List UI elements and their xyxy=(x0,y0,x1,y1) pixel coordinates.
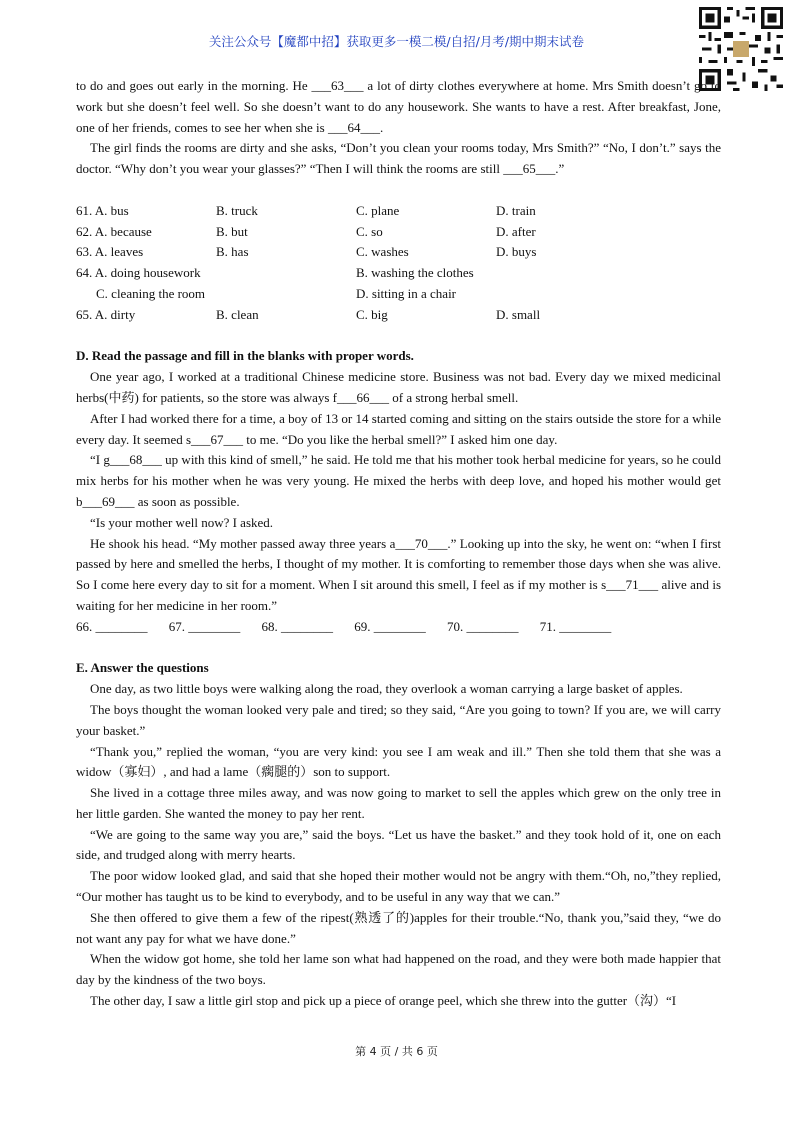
section-d-paragraph: After I had worked there for a time, a boy of 13 or 14 started coming and sitting on the stairs outside the store for a while every day. It seemed s___67___ to me. “Do you like the herbal smell?” I asked him one day. xyxy=(76,410,721,447)
section-d-heading: D. Read the passage and fill in the blanks with proper words. xyxy=(76,348,414,364)
section-e-paragraph: The boys thought the woman looked very pale and tired; so they said, “Are you going to town? If you are, we will carry your basket.” xyxy=(76,701,721,738)
option-a: 62. A. because xyxy=(76,223,152,239)
option-a: 64. A. doing housework xyxy=(76,265,201,281)
section-e-paragraph: The poor widow looked glad, and said that she hoped their mother would not be angry with them.“Oh, no,”they replied, “Our mother has taught us to be kind to everybody, and to be useful in any way that we can.” xyxy=(76,868,721,905)
option-d: D. train xyxy=(496,202,536,218)
answer-blanks xyxy=(76,617,721,638)
section-d-paragraph: “I g___68___ up with this kind of smell,” he said. He told me that his mother took herbal medicine for years, so he could mix herbs for his mother when he was very young. He mixed the herbs with deep love, and hoped his mother would get b___69___ as soon as possible. xyxy=(76,452,721,509)
question-63-options xyxy=(76,242,721,263)
option-b: B. but xyxy=(216,223,248,239)
question-61-options xyxy=(76,201,721,222)
blank-70[interactable]: 70. ________ xyxy=(447,618,519,634)
section-d-paragraph: He shook his head. “My mother passed away three years a___70___.” Looking up into the sky, he went on: “when I first passed by here and smelled the herbs, I thought of my mother. It is comforting to remember those days when she was alive. So I come here every day to sit for a moment. When I sit around this smell, I feel as if my mother is s___71___ alive and is waiting for her medicine in her room.” xyxy=(76,535,721,613)
option-c: C. washes xyxy=(356,244,409,260)
option-a: 65. A. dirty xyxy=(76,306,136,322)
blank-69[interactable]: 69. ________ xyxy=(354,618,426,634)
section-e-heading: E. Answer the questions xyxy=(76,660,209,676)
option-b: B. clean xyxy=(216,306,259,322)
section-e-paragraph: She then offered to give them a few of the ripest(熟透了的)apples for their trouble.“No, thank you,”said they, “we do not want any pay for what we have done.” xyxy=(76,909,721,946)
option-b: B. truck xyxy=(216,202,258,218)
blank-71[interactable]: 71. ________ xyxy=(539,618,612,634)
option-b: B. has xyxy=(216,244,249,260)
section-e-paragraph: The other day, I saw a little girl stop and pick up a piece of orange peel, which she threw into the gutter（沟）“I xyxy=(90,993,677,1009)
passage-c-paragraph: to do and goes out early in the morning. He ___63___ a lot of dirty clothes everywhere at home. Mrs Smith doesn’t go to work but she doesn’t feel well. So she doesn’t want to do any housework. She wants to have a rest. After breakfast, Jone, one of her friends, comes to see her when she is ___64___. xyxy=(76,78,721,135)
option-d: D. buys xyxy=(496,244,537,260)
question-65-options xyxy=(76,305,721,326)
section-d-paragraph: “Is your mother well now? I asked. xyxy=(90,514,274,530)
option-d: D. sitting in a chair xyxy=(356,285,457,301)
option-d: D. after xyxy=(496,223,536,239)
section-e-paragraph: “Thank you,” replied the woman, “you are very kind: you see I am weak and ill.” Then she told them that she was a widow（寡妇）, and had a lame（瘸腿的）son to support. xyxy=(76,743,721,780)
section-e-paragraph: One day, as two little boys were walking along the road, they overlook a woman carrying a large basket of apples. xyxy=(90,681,683,697)
question-64-options-row1 xyxy=(76,263,721,284)
option-a: 63. A. leaves xyxy=(76,244,144,260)
passage-c-paragraph: The girl finds the rooms are dirty and she asks, “Don’t you clean your rooms today, Mrs Smith?” “No, I don’t.” says the doctor. “Why don’t you wear your glasses?” “Then I will think the rooms are still ___65___.” xyxy=(76,140,721,177)
option-d: D. small xyxy=(496,306,541,322)
section-e-paragraph: She lived in a cottage three miles away, and was now going to market to sell the apples which grew on the only tree in her little garden. She wanted the money to pay her rent. xyxy=(76,785,721,821)
option-b: B. washing the clothes xyxy=(356,265,474,281)
promo-banner: 关注公众号【魔都中招】获取更多一模二模/自招/月考/期中期末试卷 xyxy=(208,34,585,49)
page-content xyxy=(76,76,721,1012)
blank-66[interactable]: 66. ________ xyxy=(76,618,148,634)
page-footer: 第 4 页 / 共 6 页 xyxy=(355,1045,438,1058)
section-e-paragraph: When the widow got home, she told her lame son what had happened on the road, and they were both made happier that day by the kindness of the two boys. xyxy=(76,951,721,988)
blank-67[interactable]: 67. ________ xyxy=(168,618,241,634)
section-d-paragraph: One year ago, I worked at a traditional Chinese medicine store. Business was not bad. Every day we mixed medicinal herbs(中药) for patients, so the store was always f___66___ of a strong herbal smell. xyxy=(76,369,721,405)
option-c: C. so xyxy=(356,223,383,239)
section-e-paragraph: “We are going to the same way you are,” said the boys. “Let us have the basket.” and they took hold of it, one on each side, and trudged along with merry hearts. xyxy=(76,826,721,863)
option-a: 61. A. bus xyxy=(76,202,129,218)
question-62-options xyxy=(76,222,721,243)
option-c: C. cleaning the room xyxy=(96,285,206,301)
question-64-options-row2 xyxy=(76,284,721,305)
blank-68[interactable]: 68. ________ xyxy=(261,618,333,634)
option-c: C. big xyxy=(356,306,388,322)
option-c: C. plane xyxy=(356,202,400,218)
